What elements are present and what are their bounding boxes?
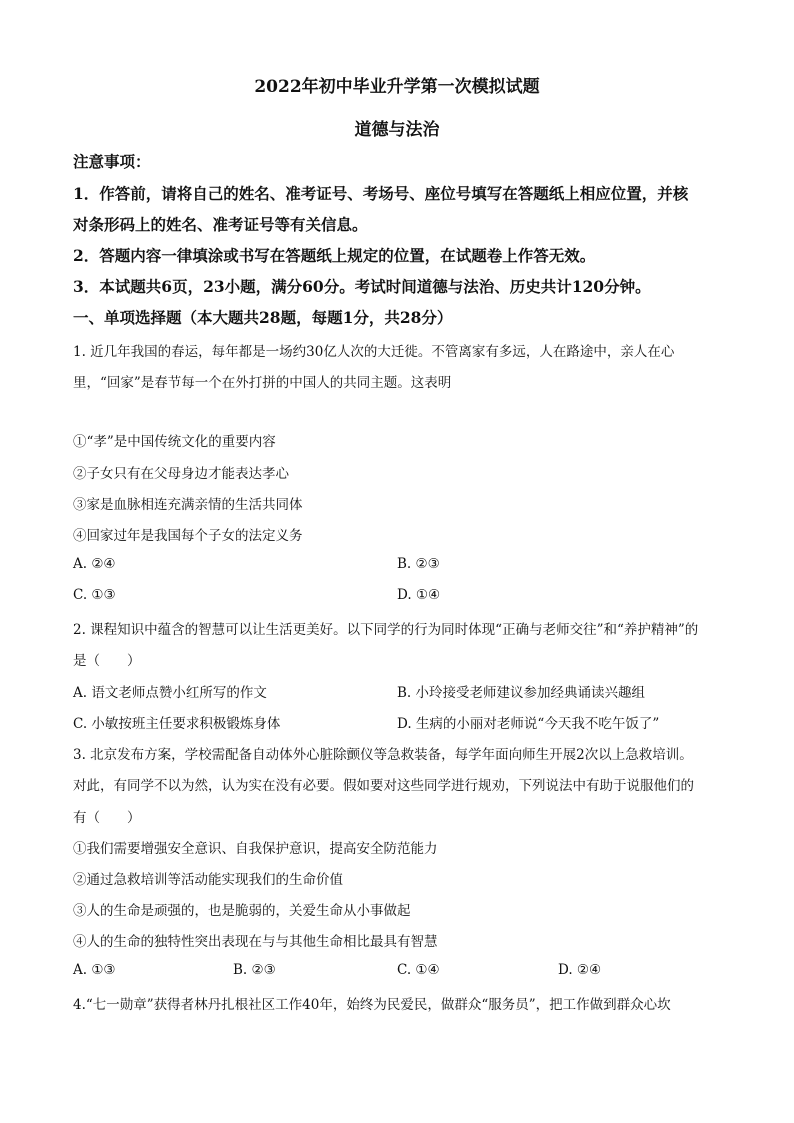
statement: ③人的生命是顽强的，也是脆弱的，关爱生命从小事做起 <box>73 903 411 919</box>
statement: ①我们需要增强安全意识、自我保护意识，提高安全防范能力 <box>73 841 438 857</box>
question-stem: 里，“回家”是春节每一个在外打拼的中国人的共同主题。这表明 <box>73 375 452 391</box>
question-stem: 3. 北京发布方案，学校需配备自动体外心脏除颤仪等急救装备，每学年面向师生开展2次以上急救培训。 <box>73 747 693 763</box>
question-stem: 有（ ） <box>73 810 141 826</box>
option-a: A. ①③ <box>73 962 116 978</box>
option-d: D. ②④ <box>558 962 602 978</box>
statement: ②子女只有在父母身边才能表达孝心 <box>73 466 289 482</box>
statement: ④人的生命的独特性突出表现在与与其他生命相比最具有智慧 <box>73 934 438 950</box>
notice-item: 2．答题内容一律填涂或书写在答题纸上规定的位置，在试题卷上作答无效。 <box>73 246 596 265</box>
option-c: C. ①④ <box>397 962 440 978</box>
option-c: C. 小敏按班主任要求积极锻炼身体 <box>73 716 281 732</box>
notice-heading: 注意事项： <box>73 152 151 171</box>
subject-title: 道德与法治 <box>354 120 440 140</box>
option-a: A. ②④ <box>73 556 116 572</box>
question-stem: 2. 课程知识中蕴含的智慧可以让生活更美好。以下同学的行为同时体现“正确与老师交往”和“养护精神”的 <box>73 622 699 638</box>
statement: ①“孝”是中国传统文化的重要内容 <box>73 434 276 450</box>
option-d: D. ①④ <box>397 587 441 603</box>
exam-title: 2022年初中毕业升学第一次模拟试题 <box>254 77 540 97</box>
notice-item: 1．作答前，请将自己的姓名、准考证号、考场号、座位号填写在答题纸上相应位置，并核 <box>73 184 689 203</box>
option-b: B. ②③ <box>397 556 440 572</box>
section-heading: 一、单项选择题（本大题共28题，每题1分，共28分） <box>73 308 453 327</box>
option-b: B. ②③ <box>233 962 276 978</box>
option-b: B. 小玲接受老师建议参加经典诵读兴趣组 <box>397 685 646 701</box>
statement: ③家是血脉相连充满亲情的生活共同体 <box>73 497 303 513</box>
question-stem: 4.“七一勋章”获得者林丹扎根社区工作40年，始终为民爱民，做群众“服务员”，把工作做到群众心坎 <box>73 997 671 1013</box>
statement: ②通过急救培训等活动能实现我们的生命价值 <box>73 872 343 888</box>
question-stem: 是（ ） <box>73 653 141 669</box>
question-stem: 对此，有同学不以为然，认为实在没有必要。假如要对这些同学进行规劝，下列说法中有助于说服他们的 <box>73 778 694 794</box>
option-a: A. 语文老师点赞小红所写的作文 <box>73 685 267 701</box>
question-stem: 1. 近几年我国的春运，每年都是一场约30亿人次的大迁徙。不管离家有多远，人在路途中，亲人在心 <box>73 344 675 360</box>
statement: ④回家过年是我国每个子女的法定义务 <box>73 528 303 544</box>
notice-item: 3．本试题共6页，23小题，满分60分。考试时间道德与法治、历史共计120分钟。 <box>73 277 651 296</box>
option-c: C. ①③ <box>73 587 116 603</box>
notice-item: 对条形码上的姓名、准考证号等有关信息。 <box>73 215 368 234</box>
option-d: D. 生病的小丽对老师说“今天我不吃午饭了” <box>397 716 660 732</box>
